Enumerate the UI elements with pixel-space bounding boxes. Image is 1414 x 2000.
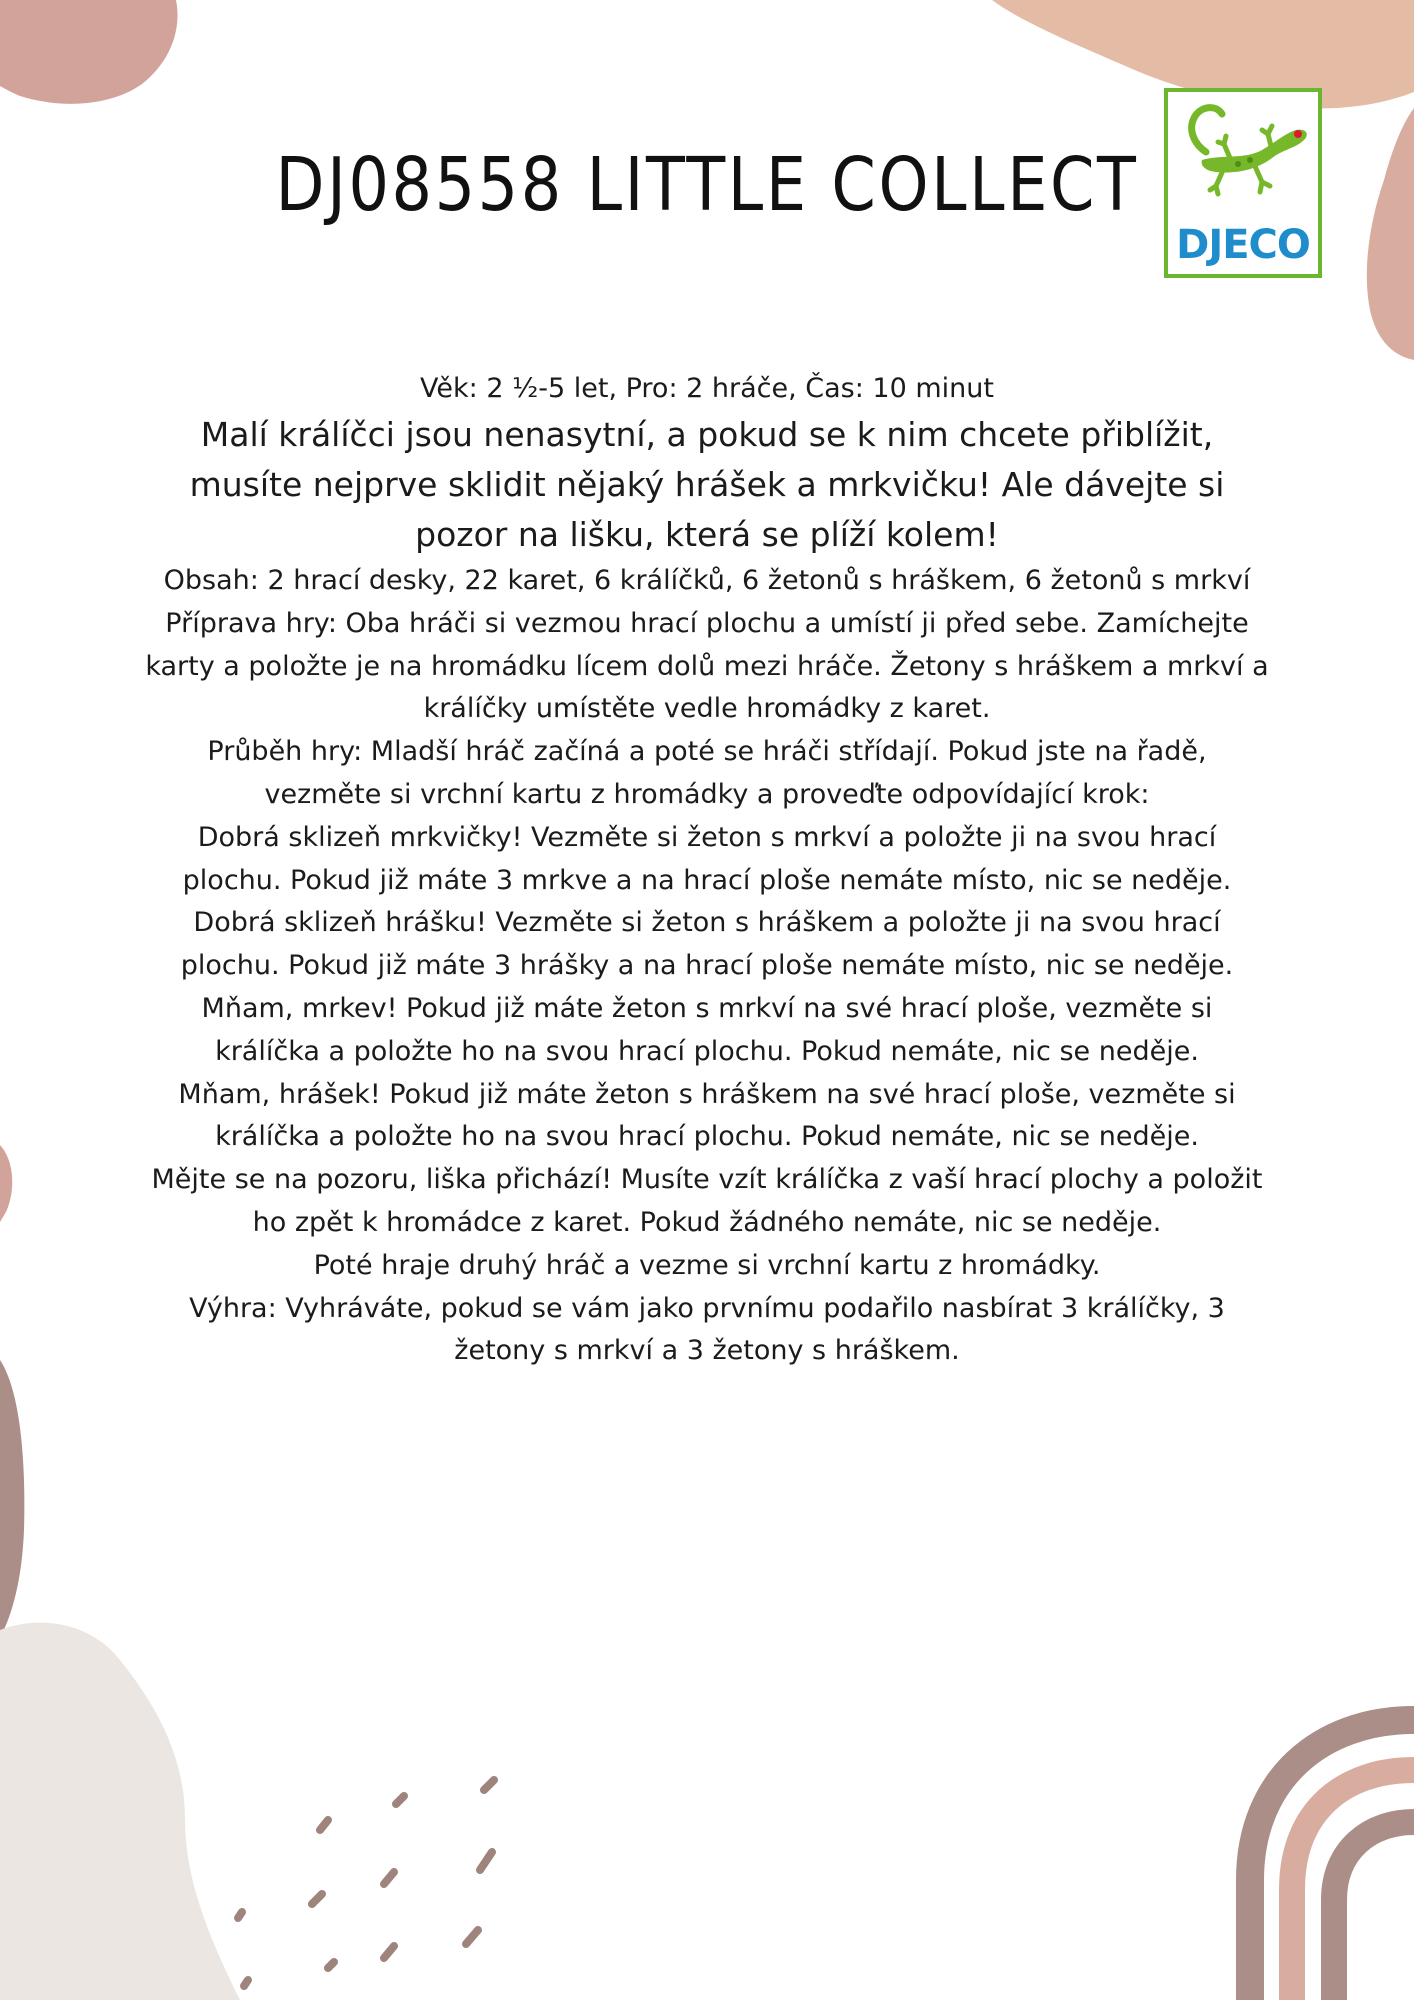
gameplay-paragraph: Průběh hry: Mladší hráč začíná a poté se hráči střídají. Pokud jste na řadě, vezměte si vrchní kartu z hromádky a proveďte odpovídající krok: [207, 736, 1207, 810]
next-player-paragraph: Poté hraje druhý hráč a vezme si vrchní kartu z hromádky. [313, 1249, 1101, 1281]
top-left-blob [0, 0, 178, 104]
brand-logo [1164, 88, 1322, 278]
bottom-right-arc-middle [1292, 1770, 1414, 2000]
left-tall-blob [0, 1360, 24, 1638]
carrot-harvest-paragraph: Dobrá sklizeň mrkvičky! Vezměte si žeton s mrkví a položte ji na svou hrací plochu. Pokud již máte 3 mrkve a na hrací ploše nemáte místo, nic se neděje. [182, 821, 1232, 896]
bottom-left-blob [0, 1623, 240, 2000]
left-mid-blob [0, 1145, 12, 1222]
pea-yum-paragraph: Mňam, hrášek! Pokud již máte žeton s hráškem na své hrací ploše, vezměte si králíčka a položte ho na svou hrací plochu. Pokud nemáte, nic se neděje. [178, 1078, 1236, 1153]
brand-logo-text: DJECO [1176, 222, 1310, 268]
instructions-content [145, 368, 1269, 1373]
page-title: DJ08558 LITTLE COLLECT [275, 142, 1139, 228]
gecko-eye [1294, 130, 1302, 138]
victory-paragraph: Výhra: Vyhráváte, pokud se vám jako prvnímu podařilo nasbírat 3 králíčky, 3 žetony s mrkví a 3 žetony s hráškem. [189, 1292, 1225, 1367]
contents-paragraph: Obsah: 2 hrací desky, 22 karet, 6 králíčků, 6 žetonů s hráškem, 6 žetonů s mrkví [163, 565, 1251, 596]
bottom-right-arc-inner [1334, 1822, 1414, 2000]
setup-paragraph: Příprava hry: Oba hráči si vezmou hrací plochu a umístí ji před sebe. Zamíchejte karty a položte je na hromádku lícem dolů mezi hráče. Žetony s hráškem a mrkví a králíčky umístěte vedle hromádky z karet. [145, 607, 1269, 725]
bottom-right-arc-outer [1250, 1720, 1414, 2000]
dash-marks [238, 1780, 494, 1986]
carrot-yum-paragraph: Mňam, mrkev! Pokud již máte žeton s mrkví na své hrací ploše, vezměte si králíčka a položte ho na svou hrací plochu. Pokud nemáte, nic se neděje. [201, 992, 1213, 1067]
fox-paragraph: Mějte se na pozoru, liška přichází! Musíte vzít králíčka z vaší hrací plochy a položit ho zpět k hromádce z karet. Pokud žádného nemáte, nic se neděje. [151, 1164, 1263, 1238]
gecko-icon [1172, 94, 1314, 212]
game-meta-info: Věk: 2 ½-5 let, Pro: 2 hráče, Čas: 10 minut [420, 373, 994, 404]
pea-harvest-paragraph: Dobrá sklizeň hrášku! Vezměte si žeton s hráškem a položte ji na svou hrací plochu. Pokud již máte 3 hrášky a na hrací ploše nemáte místo, nic se neděje. [180, 907, 1234, 982]
intro-paragraph: Malí králíčci jsou nenasytní, a pokud se k nim chcete přiblížit, musíte nejprve sklidit nějaký hrášek a mrkvičku! Ale dávejte si pozor na lišku, která se plíží kolem! [189, 415, 1225, 554]
right-edge-blob [1367, 108, 1414, 360]
